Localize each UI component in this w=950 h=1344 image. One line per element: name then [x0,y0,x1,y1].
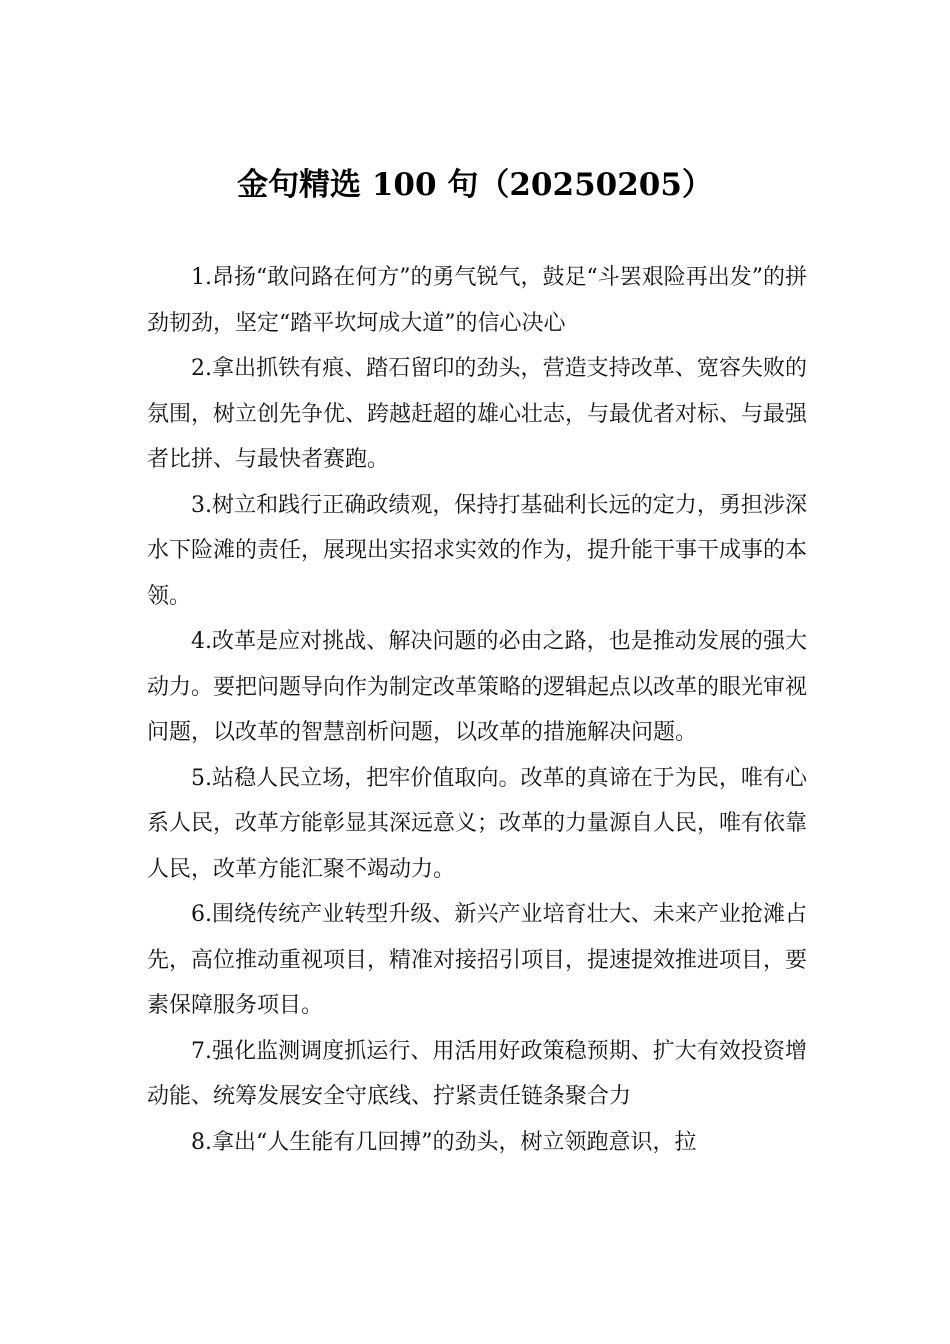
paragraph-4: 4.改革是应对挑战、解决问题的必由之路，也是推动发展的强大动力。要把问题导向作为制定改革策略的逻辑起点以改革的眼光审视问题，以改革的智慧剖析问题，以改革的措施解决问题。 [147,629,808,745]
paragraph-6: 6.围绕传统产业转型升级、新兴产业培育壮大、未来产业抢滩占先，高位推动重视项目，精准对接招引项目，提速提效推进项目，要素保障服务项目。 [147,902,808,1018]
paragraph-2: 2.拿出抓铁有痕、踏石留印的劲头，营造支持改革、宽容失败的氛围，树立创先争优、跨越赶超的雄心壮志，与最优者对标、与最强者比拼、与最快者赛跑。 [147,356,808,472]
paragraph-1: 1.昂扬“敢问路在何方”的勇气锐气，鼓足“斗罢艰险再出发”的拼劲韧劲，坚定“踏平坎坷成大道”的信心决心 [147,265,807,336]
document-title: 金句精选 100 句（20250205） [237,167,713,203]
document-body [147,255,807,1165]
paragraph-7: 7.强化监测调度抓运行、用活用好政策稳预期、扩大有效投资增动能、统筹发展安全守底线、拧紧责任链条聚合力 [147,1038,807,1109]
paragraph-5: 5.站稳人民立场，把牢价值取向。改革的真谛在于为民，唯有心系人民，改革方能彰显其深远意义；改革的力量源自人民，唯有依靠人民，改革方能汇聚不竭动力。 [147,765,808,882]
paragraph-3: 3.树立和践行正确政绩观，保持打基础利长远的定力，勇担涉深水下险滩的责任，展现出实招求实效的作为，提升能干事干成事的本领。 [147,492,808,609]
paragraph-8: 8.拿出“人生能有几回搏”的劲头，树立领跑意识，拉 [191,1129,697,1155]
